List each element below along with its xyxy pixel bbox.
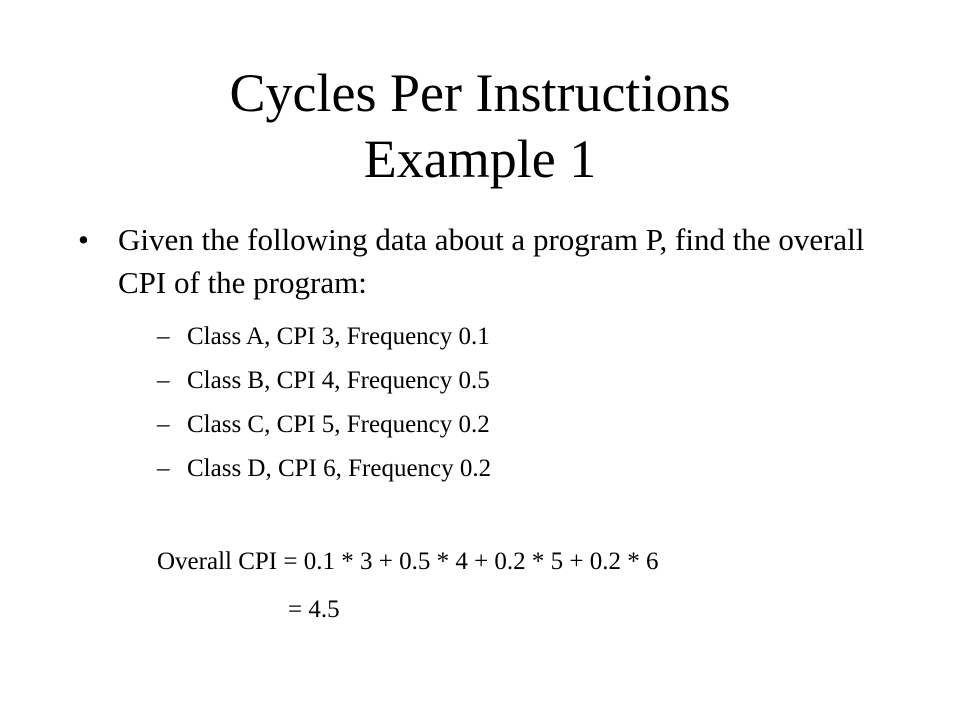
class-list: [157, 315, 877, 491]
overall-cpi-formula: Overall CPI = 0.1 * 3 + 0.5 * 4 + 0.2 * 5 + 0.2 * 6: [157, 548, 659, 575]
dash-icon: –: [157, 323, 170, 350]
list-item: [157, 359, 877, 403]
overall-cpi-result: = 4.5: [288, 596, 340, 623]
list-item: [157, 447, 877, 491]
list-item: [157, 315, 877, 359]
slide-title-line-1: Cycles Per Instructions: [229, 63, 731, 123]
list-item-text: Class B, CPI 4, Frequency 0.5: [187, 367, 490, 394]
bullet-dot-icon: •: [78, 222, 89, 257]
bullet-text: Given the following data about a program P, find the overall CPI of the program:: [118, 222, 865, 300]
list-item-text: Class C, CPI 5, Frequency 0.2: [187, 411, 490, 438]
dash-icon: –: [157, 411, 170, 438]
slide-title: [0, 60, 960, 192]
list-item-text: Class A, CPI 3, Frequency 0.1: [187, 323, 490, 350]
slide-title-line-2: Example 1: [363, 129, 597, 189]
dash-icon: –: [157, 455, 170, 482]
list-item: [157, 403, 877, 447]
dash-icon: –: [157, 367, 170, 394]
list-item-text: Class D, CPI 6, Frequency 0.2: [187, 455, 492, 482]
